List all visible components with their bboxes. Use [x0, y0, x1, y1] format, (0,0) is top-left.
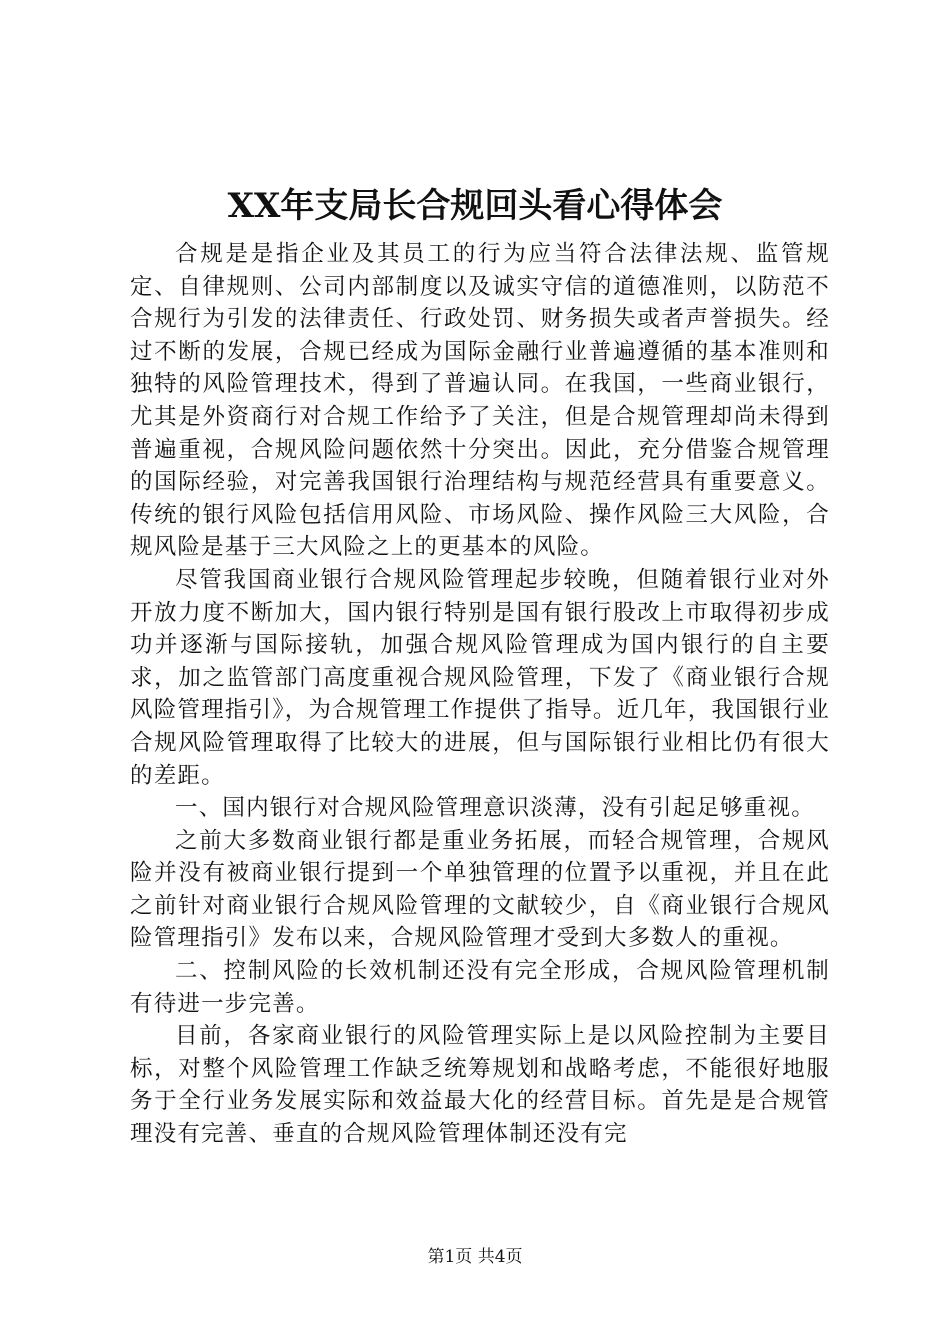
paragraph-3: 之前大多数商业银行都是重业务拓展，而轻合规管理，合规风险并没有被商业银行提到一个单独管理的位置予以重视，并且在此之前针对商业银行合规风险管理的文献较少，自《商业银行合规风险管理指引》发布以来，合规风险管理才受到大多数人的重视。 — [130, 827, 830, 952]
page-footer: 第1页 共4页 — [427, 1247, 523, 1267]
paragraph-4: 目前，各家商业银行的风险管理实际上是以风险控制为主要目标，对整个风险管理工作缺乏统筹规划和战略考虑，不能很好地服务于全行业务发展实际和效益最大化的经营目标。首先是是合规管理没有完善、垂直的合规风险管理体制还没有完 — [130, 1023, 830, 1148]
section-heading-1: 一、国内银行对合规风险管理意识淡薄，没有引起足够重视。 — [175, 795, 815, 822]
paragraph-1: 合规是是指企业及其员工的行为应当符合法律法规、监管规定、自律规则、公司内部制度以及诚实守信的道德准则，以防范不合规行为引发的法律责任、行政处罚、财务损失或者声誉损失。经过不断的发展，合规已经成为国际金融行业普遍遵循的基本准则和独特的风险管理技术，得到了普遍认同。在我国，一些商业银行，尤其是外资商行对合规工作给予了关注，但是合规管理却尚未得到普遍重视，合规风险问题依然十分突出。因此，充分借鉴合规管理的国际经验，对完善我国银行治理结构与规范经营具有重要意义。传统的银行风险包括信用风险、市场风险、操作风险三大风险，合规风险是基于三大风险之上的更基本的风险。 — [130, 241, 830, 561]
document-body — [130, 238, 830, 1151]
section-heading-2: 二、控制风险的长效机制还没有完全形成，合规风险管理机制有待进一步完善。 — [130, 958, 830, 1017]
paragraph-2: 尽管我国商业银行合规风险管理起步较晚，但随着银行业对外开放力度不断加大，国内银行特别是国有银行股改上市取得初步成功并逐渐与国际接轨，加强合规风险管理成为国内银行的自主要求，加之监管部门高度重视合规风险管理，下发了《商业银行合规风险管理指引》，为合规管理工作提供了指导。近几年，我国银行业合规风险管理取得了比较大的进展，但与国际银行业相比仍有很大的差距。 — [130, 566, 830, 789]
document-title: XX年支局长合规回头看心得体会 — [227, 186, 723, 226]
